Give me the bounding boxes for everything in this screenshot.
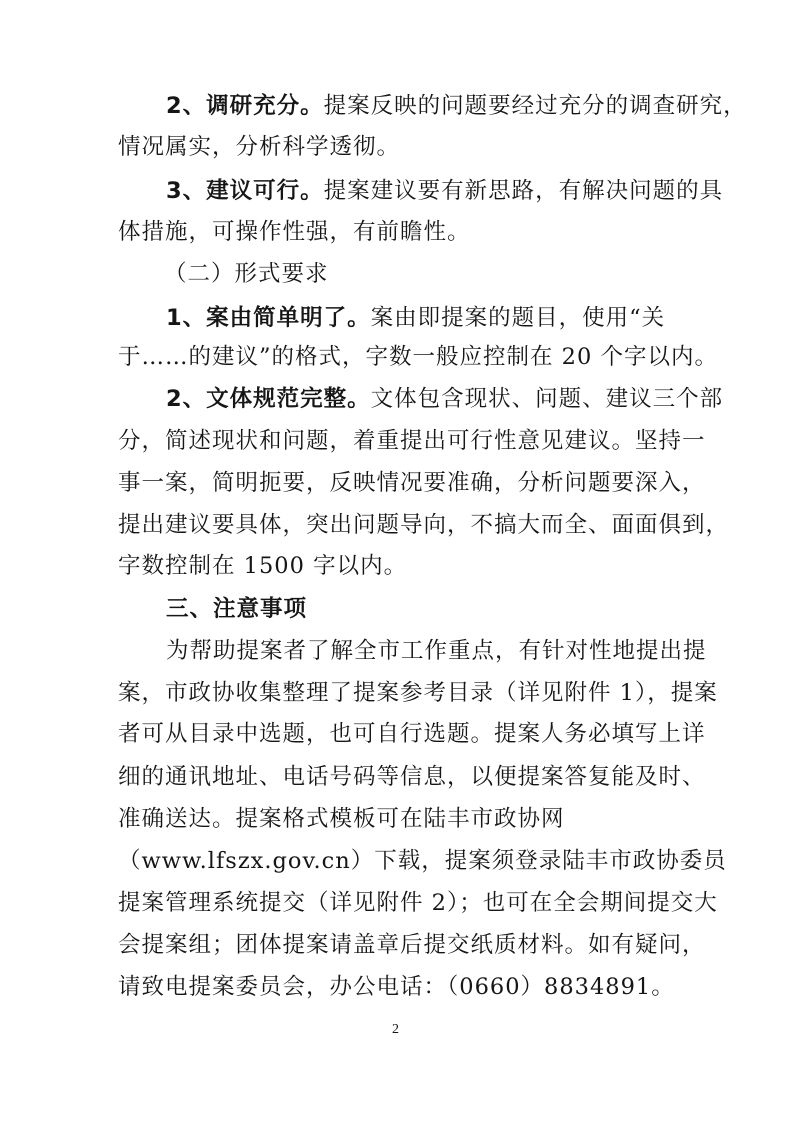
paragraph-notes-line5: 准确送达。提案格式模板可在陆丰市政协网 [118, 806, 565, 832]
paragraph-notes-line9: 请致电提案委员会，办公电话：（0660）8834891。 [118, 974, 675, 1000]
paragraph-notes-line7: 提案管理系统提交（详见附件 2）；也可在全会期间提交大 [118, 890, 718, 916]
paragraph-research-line1 [166, 91, 747, 121]
paragraph-notes-line4: 细的通讯地址、电话号码等信息，以便提案答复能及时、 [118, 764, 706, 790]
paragraph-format-line1 [166, 384, 723, 414]
page-number: 2 [392, 1022, 399, 1037]
paragraph-format-line4: 提出建议要具体，突出问题导向，不搞大而全、面面俱到， [118, 512, 730, 538]
point-text-research: 提案反映的问题要经过充分的调查研究， [323, 93, 747, 119]
section-heading-form: （二）形式要求 [164, 261, 329, 287]
point-text-format: 文体包含现状、问题、建议三个部 [370, 386, 724, 412]
point-heading-title: 1、案由简单明了。 [166, 305, 371, 331]
paragraph-feasible-line1 [166, 176, 723, 206]
paragraph-format-line5: 字数控制在 1500 字以内。 [118, 553, 408, 579]
paragraph-feasible-line2: 体措施，可操作性强，有前瞻性。 [118, 219, 471, 245]
paragraph-notes-line6: （www.lfszx.gov.cn）下载，提案须登录陆丰市政协委员 [118, 848, 727, 874]
point-heading-feasible: 3、建议可行。 [166, 178, 324, 204]
point-heading-format: 2、文体规范完整。 [166, 386, 371, 412]
point-text-title: 案由即提案的题目，使用“关 [370, 305, 666, 331]
point-heading-research: 2、调研充分。 [166, 93, 324, 119]
paragraph-notes-line2: 案，市政协收集整理了提案参考目录（详见附件 1），提案 [118, 680, 718, 706]
paragraph-research-line2: 情况属实，分析科学透彻。 [118, 134, 401, 160]
paragraph-notes-line1: 为帮助提案者了解全市工作重点，有针对性地提出提 [166, 638, 707, 664]
paragraph-title-line2: 于……的建议”的格式，字数一般应控制在 20 个字以内。 [118, 344, 718, 370]
paragraph-notes-line8: 会提案组；团体提案请盖章后提交纸质材料。如有疑问， [118, 932, 706, 958]
paragraph-notes-line3: 者可从目录中选题，也可自行选题。提案人务必填写上详 [118, 721, 706, 747]
point-text-feasible: 提案建议要有新思路，有解决问题的具 [323, 178, 724, 204]
paragraph-title-line1 [166, 303, 665, 333]
paragraph-format-line3: 事一案，简明扼要，反映情况要准确，分析问题要深入， [118, 470, 706, 496]
paragraph-format-line2: 分，简述现状和问题，着重提出可行性意见建议。坚持一 [118, 428, 706, 454]
section-heading-notes: 三、注意事项 [166, 596, 308, 622]
